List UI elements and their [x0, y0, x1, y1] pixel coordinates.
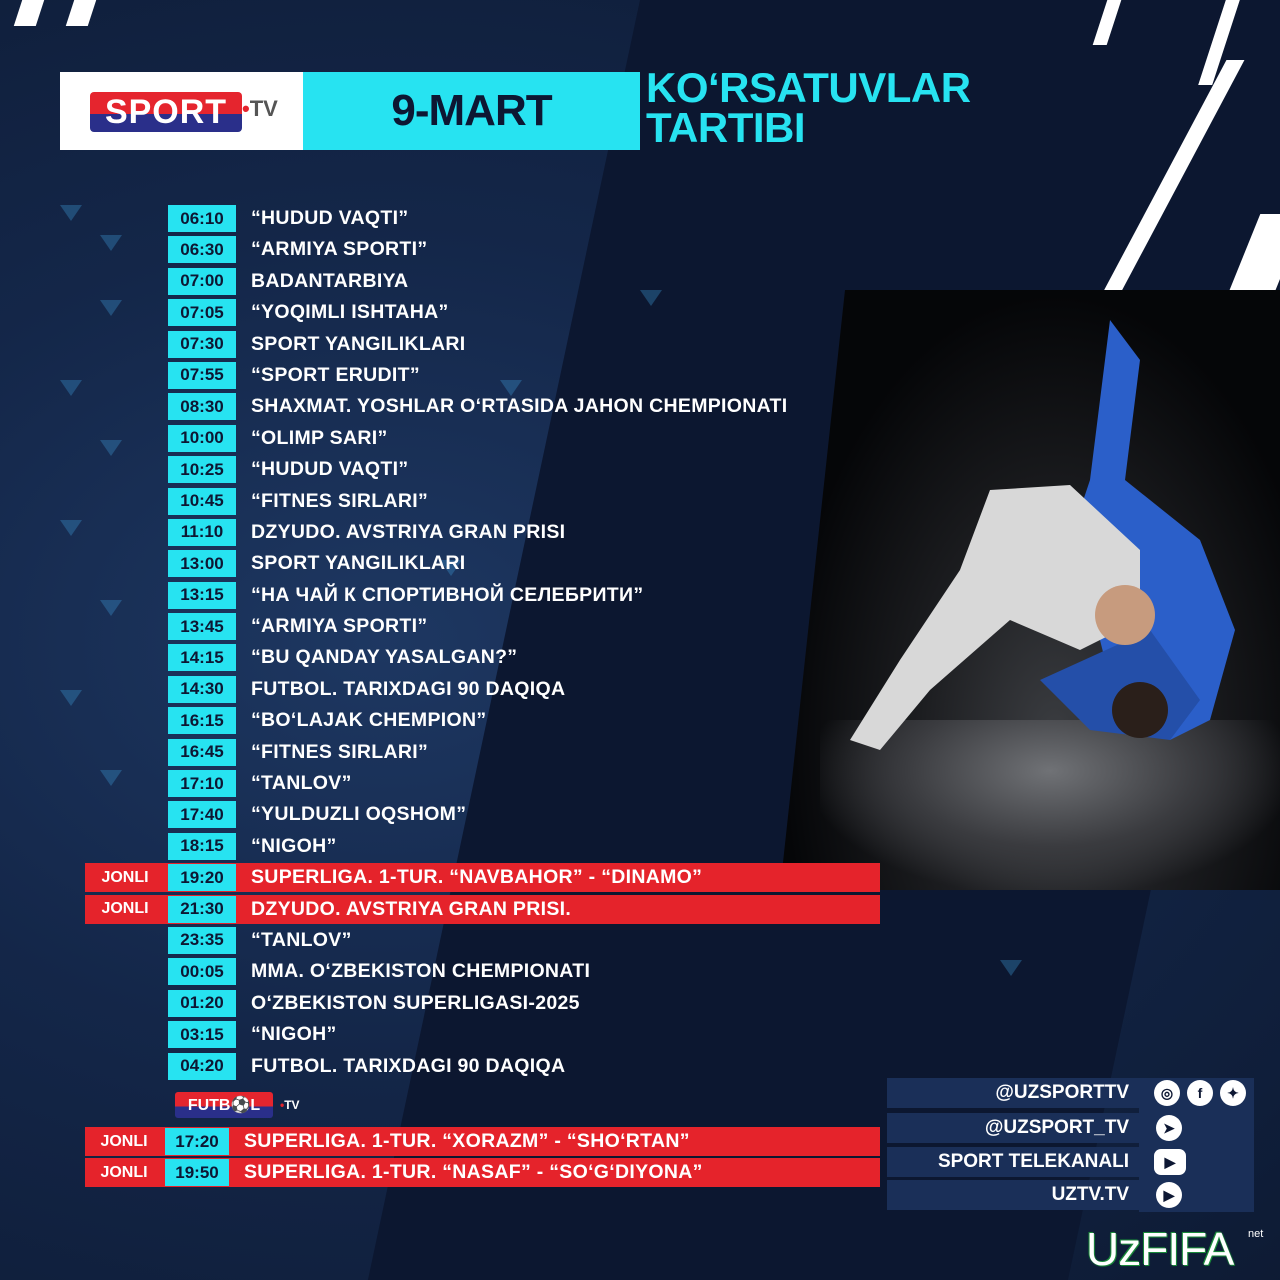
program-title: “TANLOV”: [251, 772, 352, 795]
instagram-icon[interactable]: ◎: [1154, 1080, 1180, 1106]
program-time: 06:30: [168, 236, 236, 263]
schedule-row: [0, 203, 900, 234]
schedule-row: [0, 234, 900, 265]
schedule-row-live: [0, 1126, 900, 1157]
program-time: 04:20: [168, 1053, 236, 1080]
live-label: JONLI: [101, 900, 149, 918]
social-telegram-row[interactable]: [887, 1113, 1139, 1143]
social-youtube-row[interactable]: [887, 1147, 1139, 1177]
schedule-row: [0, 799, 900, 830]
schedule-row: [0, 548, 900, 579]
header-date: 9-MART: [303, 72, 640, 150]
schedule-row: [0, 1051, 900, 1082]
program-time: 16:45: [168, 739, 236, 766]
schedule-row: [0, 737, 900, 768]
program-time: 19:20: [168, 864, 236, 891]
social-instagram-row[interactable]: [887, 1078, 1139, 1108]
social-label: @UZSPORTTV: [995, 1082, 1129, 1103]
program-time: 11:10: [168, 519, 236, 546]
program-title: “SPORT ERUDIT”: [251, 363, 420, 386]
program-time: 18:15: [168, 833, 236, 860]
header-title-line2: TARTIBI: [646, 104, 806, 151]
program-time: 17:10: [168, 770, 236, 797]
program-time: 17:40: [168, 801, 236, 828]
program-title: “YULDUZLI OQSHOM”: [251, 803, 467, 826]
schedule-row: [0, 1019, 900, 1050]
live-label: JONLI: [100, 1132, 148, 1150]
schedule-row: [0, 768, 900, 799]
play-icon[interactable]: ▶: [1156, 1182, 1182, 1208]
program-title: MMA. O‘ZBEKISTON CHEMPIONATI: [251, 960, 591, 983]
futbol-tv-logo-suffix: •TV: [280, 1098, 300, 1112]
schedule-row: [0, 674, 900, 705]
twitter-icon[interactable]: ✦: [1220, 1080, 1246, 1106]
schedule-row: [0, 580, 900, 611]
program-time: 10:00: [168, 425, 236, 452]
program-title: BADANTARBIYA: [251, 269, 409, 292]
schedule-row: [0, 831, 900, 862]
schedule-row-live: [0, 862, 900, 893]
program-time: 16:15: [168, 707, 236, 734]
sport-tv-logo-suffix: •TV: [242, 96, 278, 121]
program-title: DZYUDO. AVSTRIYA GRAN PRISI: [251, 520, 566, 543]
schedule-row: [0, 925, 900, 956]
program-time: 07:30: [168, 331, 236, 358]
schedule-row: [0, 423, 900, 454]
uzfifa-watermark-suffix: net: [1248, 1228, 1264, 1240]
program-time: 13:45: [168, 613, 236, 640]
schedule-row: [0, 329, 900, 360]
social-label: UZTV.TV: [1051, 1184, 1129, 1205]
program-time: 21:30: [168, 896, 236, 923]
program-title: “BU QANDAY YASALGAN?”: [251, 646, 518, 669]
program-title: FUTBOL. TARIXDAGI 90 DAQIQA: [251, 677, 566, 700]
program-time: 01:20: [168, 990, 236, 1017]
futbol-tv-suffix-text: TV: [284, 1098, 300, 1112]
schedule-row: [0, 956, 900, 987]
schedule-row: [0, 988, 900, 1019]
program-time: 14:15: [168, 644, 236, 671]
schedule-row: [0, 454, 900, 485]
schedule-row-live: [0, 894, 900, 925]
schedule-list: [0, 203, 900, 1082]
futbol-tv-logo: FUTB⚽L: [175, 1092, 273, 1118]
schedule-row: [0, 391, 900, 422]
program-time: 07:55: [168, 362, 236, 389]
program-title: “OLIMP SARI”: [251, 426, 388, 449]
program-time: 10:45: [168, 488, 236, 515]
program-title: “ARMIYA SPORTI”: [251, 615, 428, 638]
schedule-row: [0, 486, 900, 517]
program-time: 14:30: [168, 676, 236, 703]
sport-tv-suffix-text: TV: [249, 96, 278, 121]
program-title: O‘ZBEKISTON SUPERLIGASI-2025: [251, 991, 580, 1014]
program-time: 07:05: [168, 299, 236, 326]
header-title-line1: KO‘RSATUVLAR: [646, 64, 971, 111]
program-title: “ARMIYA SPORTI”: [251, 238, 428, 261]
sport-tv-logo: SPORT: [90, 92, 242, 132]
program-title: “YOQIMLI ISHTAHA”: [251, 301, 449, 324]
social-label: @UZSPORT_TV: [984, 1117, 1129, 1138]
program-title: “HUDUD VAQTI”: [251, 458, 409, 481]
program-title: “НА ЧАЙ К СПОРТИВНОЙ СЕЛЕБРИТИ”: [251, 583, 644, 606]
schedule-row: [0, 360, 900, 391]
schedule-row: [0, 611, 900, 642]
program-time: 19:50: [165, 1159, 229, 1186]
program-time: 13:00: [168, 550, 236, 577]
program-time: 10:25: [168, 456, 236, 483]
program-title: “BO‘LAJAK CHEMPION”: [251, 709, 487, 732]
program-time: 07:00: [168, 268, 236, 295]
program-title: SPORT YANGILIKLARI: [251, 552, 466, 575]
program-time: 08:30: [168, 393, 236, 420]
header-title: [646, 64, 1066, 151]
program-time: 13:15: [168, 582, 236, 609]
schedule-row: [0, 266, 900, 297]
social-label: SPORT TELEKANALI: [937, 1151, 1129, 1172]
program-time: 23:35: [168, 927, 236, 954]
program-title: SUPERLIGA. 1-TUR. “NAVBAHOR” - “DINAMO”: [251, 866, 703, 889]
program-title: SPORT YANGILIKLARI: [251, 332, 466, 355]
program-title: FUTBOL. TARIXDAGI 90 DAQIQA: [251, 1054, 566, 1077]
social-uztv-row[interactable]: [887, 1180, 1139, 1210]
schedule-row-live: [0, 1157, 900, 1188]
judo-athletes-illustration: [840, 300, 1280, 800]
program-title: “HUDUD VAQTI”: [251, 207, 409, 229]
program-title: “FITNES SIRLARI”: [251, 489, 429, 512]
live-label: JONLI: [101, 868, 149, 886]
deco-triangle: [1000, 960, 1022, 976]
program-time: 06:10: [168, 205, 236, 232]
futbol-schedule-list: [0, 1126, 900, 1188]
program-title: “NIGOH”: [251, 834, 337, 857]
schedule-row: [0, 297, 900, 328]
program-title: SUPERLIGA. 1-TUR. “XORAZM” - “SHO‘RTAN”: [244, 1130, 690, 1152]
facebook-icon[interactable]: f: [1187, 1080, 1213, 1106]
schedule-row: [0, 517, 900, 548]
program-title: SHAXMAT. YOSHLAR O‘RTASIDA JAHON CHEMPIONATI: [251, 395, 788, 418]
program-time: 17:20: [165, 1128, 229, 1155]
program-title: SUPERLIGA. 1-TUR. “NASAF” - “SO‘G‘DIYONA”: [244, 1161, 703, 1183]
youtube-icon[interactable]: ▶: [1154, 1149, 1186, 1175]
program-title: DZYUDO. AVSTRIYA GRAN PRISI.: [251, 897, 572, 920]
program-time: 03:15: [168, 1021, 236, 1048]
uzfifa-watermark: UzFIFA: [1086, 1223, 1234, 1275]
telegram-icon[interactable]: ➤: [1156, 1115, 1182, 1141]
schedule-row: [0, 705, 900, 736]
program-title: “NIGOH”: [251, 1023, 337, 1046]
program-time: 00:05: [168, 958, 236, 985]
program-title: “FITNES SIRLARI”: [251, 740, 429, 763]
schedule-row: [0, 642, 900, 673]
program-title: “TANLOV”: [251, 928, 352, 951]
live-label: JONLI: [100, 1163, 148, 1181]
